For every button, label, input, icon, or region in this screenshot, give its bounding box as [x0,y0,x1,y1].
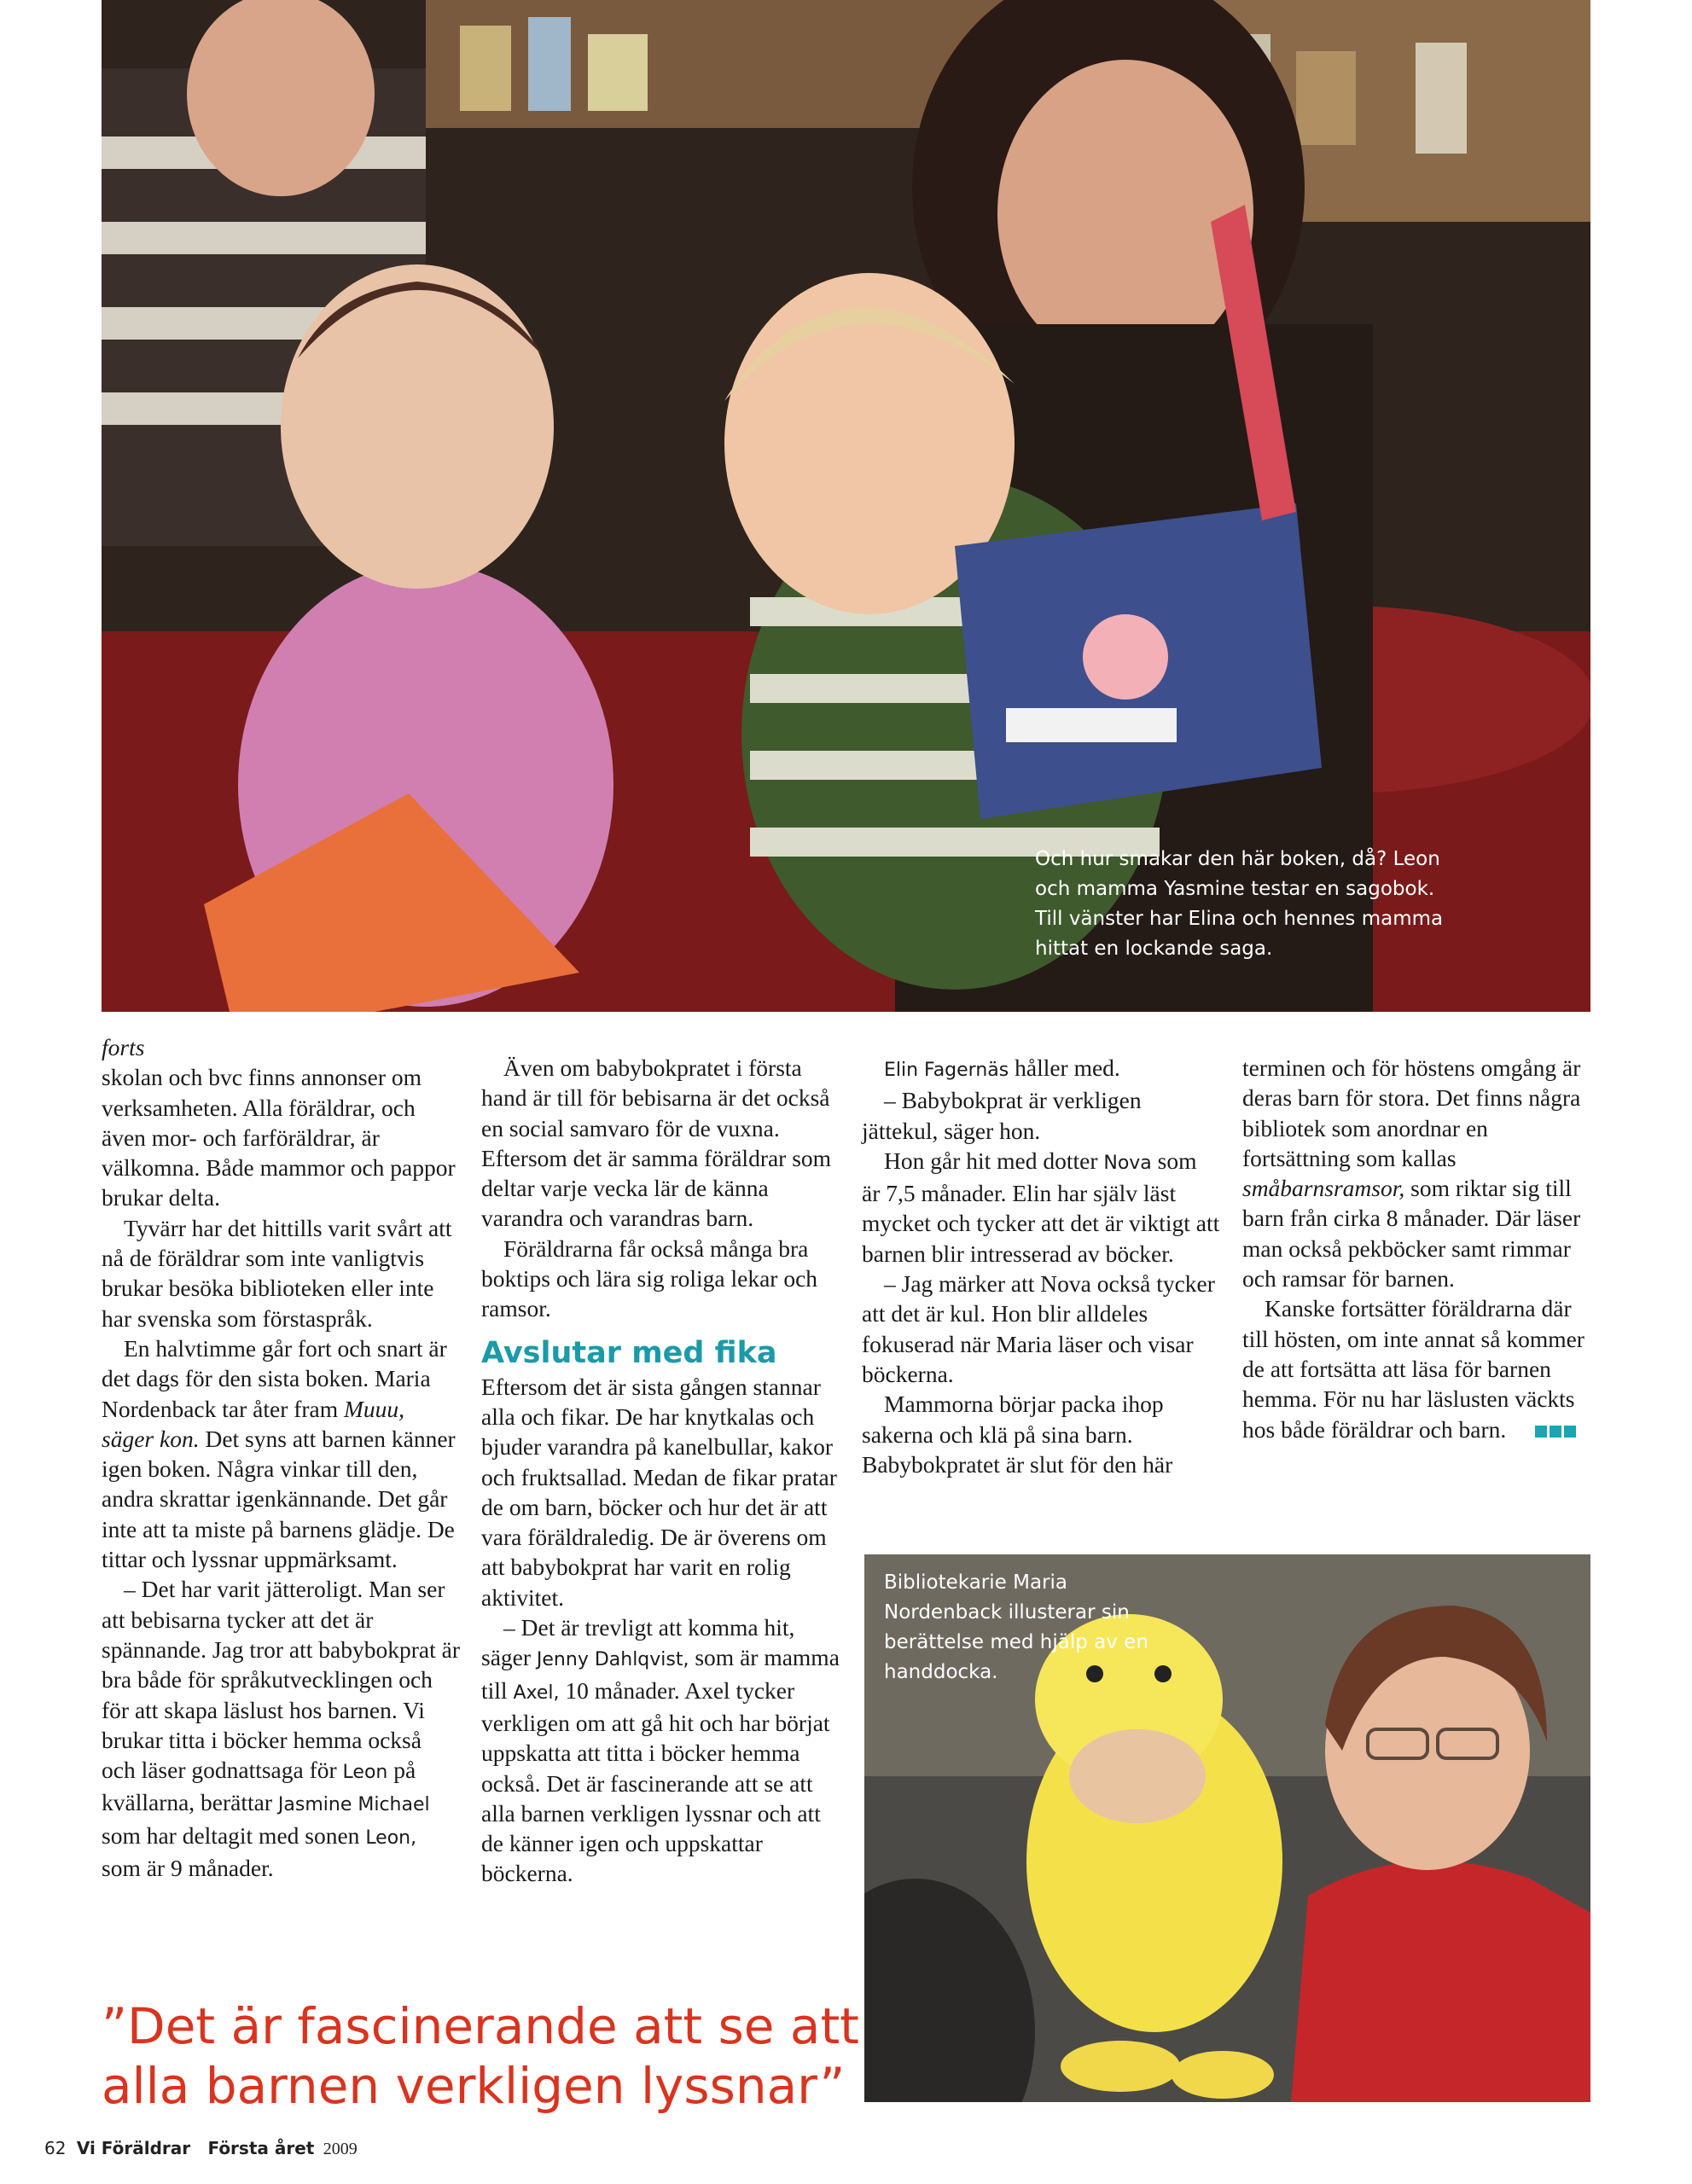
pull-quote [102,1996,869,2116]
pull-quote-line: ”Det är fascinerande att se att [102,1997,859,2055]
paragraph: En halvtimme går fort och snart är det dags för den sista boken. Maria Nordenback tar åter fram Muuu, säger kon. Det syns att barnen känner igen boken. Några vinkar till den, andra skrattar igenkännande. Det går inte att ta miste på barnens glädje. De tittar och lyssnar uppmärksamt. [102,1334,456,1573]
paragraph: – Jag märker att Nova också tycker att det är kul. Hon blir alldeles fokuserad när Maria läser och visar böckerna. [862,1270,1215,1387]
article-column-2 [481,1053,840,1889]
continued-label: forts [102,1034,145,1060]
person-name: Jasmine Michael [277,1794,430,1816]
person-name: Jenny Dahlqvist, [536,1649,689,1671]
paragraph: Föräldrarna får också många bra boktips och lära sig roliga lekar och ramsor. [481,1234,818,1322]
paragraph: – Babybokprat är verkligen jättekul, säger hon. [862,1087,1142,1144]
paragraph: Eftersom det är sista gången stannar alla och fikar. De har knytkalas och bjuder varandra på kanelbullar, kakor och fruktsallad. Medan de fikar pratar de om barn, böcker och hur det är att vara föräldraledig. De är överens om att babybokprat har varit en rolig aktivitet. [481,1373,837,1611]
person-name: Axel, [513,1682,560,1704]
article-column-4 [1242,1053,1601,1444]
paragraph: skolan och bvc finns annonser om verksamheten. Alla föräldrar, och även mor- och farföräldrar, är välkomna. Både mammor och pappor brukar delta. [102,1064,456,1211]
term: småbarnsramsor, [1242,1175,1405,1202]
paragraph: Kanske fortsätter föräldrarna där till hösten, om inte annat så kommer de att fortsätta att läsa för barnen hemma. För nu har läslusten väckts hos både föräldrar och barn. [1242,1293,1601,1443]
section-subheading: Avslutar med fika [481,1335,777,1370]
bottom-photo-caption: Bibliotekarie Maria Nordenback illusterar sin berättelse med hjälp av en handdocka. [884,1571,1148,1683]
person-name: Nova [1103,1152,1152,1174]
person-name: Leon, [365,1827,417,1849]
book-title: Muuu, säger kon. [102,1395,405,1452]
paragraph: – Det har varit jätteroligt. Man ser att bebisarna tycker att det är spännande. Jag tror att babybokprat är bra både för språkutvecklingen och för att skapa läslust hos barnen. Vi brukar titta i böcker hemma också och läser godnattsaga för Leon på kvällarna, berättar Jasmine Michael som har deltagit med sonen Leon, som är 9 månader. [102,1576,460,1882]
paragraph: Mammorna börjar packa ihop sakerna och klä på sina barn. Babybokpratet är slut för den här [862,1391,1173,1478]
article-column-1 [102,1032,460,1883]
end-of-article-icon [1513,1414,1579,1444]
issue-name: Första året [207,2138,315,2158]
issue-year: 2009 [323,2140,358,2158]
paragraph: – Det är trevligt att komma hit, säger Jenny Dahlqvist, som är mamma till Axel, 10 månader. Axel tycker verkligen om att gå hit och har börjat uppskatta att titta i böcker hemma också. Det är fascinerande att se att alla barnen verkligen lyssnar och att de känner igen och uppskattar böckerna. [481,1614,840,1887]
top-photo-caption: Och hur smakar den här boken, då? Leon och mamma Yasmine testar en sagobok. Till vänster har Elina och hennes mamma hittat en lockande saga. [1035,848,1444,960]
paragraph: Hon går hit med dotter Nova som är 7,5 månader. Elin har själv läst mycket och tycker att det är viktigt att barnen blir intresserad av böcker. [862,1147,1220,1267]
magazine-name: Vi Föräldrar [76,2138,191,2158]
article-column-3 [862,1053,1220,1479]
person-name: Leon [342,1762,388,1784]
paragraph: Tyvärr har det hittills varit svårt att nå de föräldrar som inte vanligtvis brukar besöka biblioteken eller inte har svenska som förstaspråk. [102,1214,452,1332]
paragraph: terminen och för höstens omgång är deras barn för stora. Det finns några bibliotek som anordnar en fortsättning som kallas småbarnsramsor, som riktar sig till barn från cirka 8 månader. Där läser man också pekböcker samt rimmar och ramsar för barnen. [1242,1054,1581,1292]
page-footer [44,2138,358,2159]
paragraph: Elin Fagernäs håller med. [884,1054,1120,1081]
page-number: 62 [44,2138,67,2158]
pull-quote-line: alla barnen verkligen lyssnar” [102,2057,846,2115]
paragraph: Även om babybokpratet i första hand är till för bebisarna är det också en social samvaro för de vuxna. Eftersom det är samma föräldrar som deltar varje vecka lär de känna varandra och varandras barn. [481,1054,832,1232]
person-name: Elin Fagernäs [884,1060,1009,1081]
